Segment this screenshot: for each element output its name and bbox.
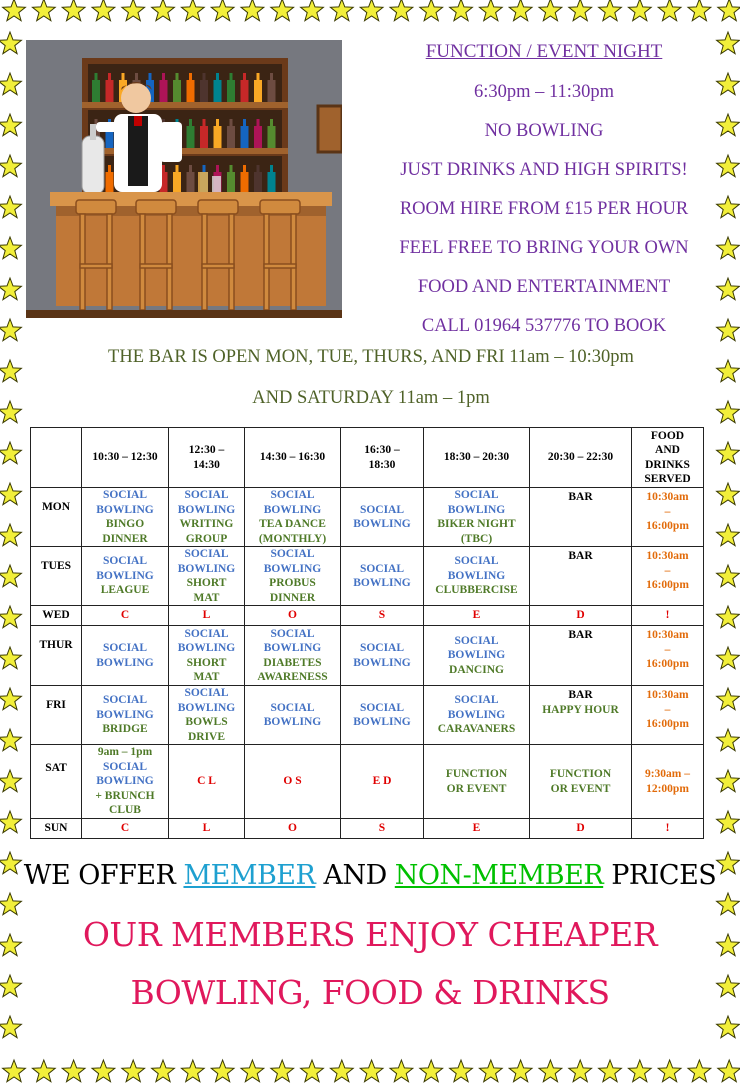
star-icon <box>0 360 21 382</box>
star-icon <box>152 1060 175 1082</box>
activity-social-bowling: SOCIAL BOWLING <box>177 489 236 516</box>
star-icon <box>658 1060 681 1082</box>
header-slot-2: 12:30 – 14:30 <box>169 428 245 488</box>
star-icon <box>0 237 21 259</box>
star-icon <box>450 0 473 21</box>
star-icon <box>420 0 443 21</box>
schedule-cell <box>424 626 530 686</box>
members-promo-line-2: BOWLING, FOOD & DRINKS <box>130 973 610 1012</box>
star-icon <box>0 196 21 218</box>
schedule-cell <box>530 488 632 547</box>
activity-label: CLUBBERCISE <box>435 584 518 597</box>
schedule-row-thur <box>31 626 704 686</box>
star-icon <box>390 0 413 21</box>
activity-label: PROBUS DINNER <box>269 577 316 604</box>
activity-social-bowling: SOCIAL BOWLING <box>177 627 236 654</box>
star-icon <box>717 893 740 915</box>
star-icon <box>718 0 740 21</box>
star-icon <box>569 1060 592 1082</box>
star-icon <box>301 0 324 21</box>
schedule-row-fri <box>31 686 704 745</box>
food-drinks-hours: 10:30am – 16:00pm <box>646 629 689 670</box>
member-prices-link[interactable]: MEMBER <box>183 860 316 891</box>
activity-social-bowling: SOCIAL BOWLING <box>263 701 322 728</box>
star-icon <box>3 0 26 21</box>
header-slot-4: 16:30 – 18:30 <box>341 428 424 488</box>
closed-letter: ! <box>632 819 704 839</box>
activity-social-bowling: SOCIAL BOWLING <box>263 548 322 575</box>
food-drinks-hours: 10:30am – 16:00pm <box>646 689 689 730</box>
star-icon <box>0 401 21 423</box>
star-icon <box>628 1060 651 1082</box>
activity-label: BRIDGE <box>102 723 148 736</box>
star-icon <box>717 524 740 546</box>
schedule-cell <box>245 626 341 686</box>
schedule-cell <box>169 745 245 819</box>
bar-hours-weekday: THE BAR IS OPEN MON, TUE, THURS, AND FRI 11am – 10:30pm <box>108 347 634 367</box>
schedule-cell <box>632 488 704 547</box>
header-slot-5: 18:30 – 20:30 <box>424 428 530 488</box>
activity-label: DIABETES AWARENESS <box>257 656 328 683</box>
star-icon <box>0 729 21 751</box>
day-label: MON <box>31 488 82 547</box>
activity-label: FUNCTION OR EVENT <box>549 768 612 795</box>
star-icon <box>62 1060 85 1082</box>
schedule-cell <box>82 745 169 819</box>
schedule-cell <box>341 626 424 686</box>
activity-label: TEA DANCE (MONTHLY) <box>258 518 327 545</box>
event-hours: 6:30pm – 11:30pm <box>473 82 615 102</box>
star-icon <box>0 319 21 341</box>
event-bring-own: FEEL FREE TO BRING YOUR OWN <box>399 238 689 258</box>
closed-letters: E D <box>372 775 392 788</box>
day-label: WED <box>31 606 82 626</box>
activity-label: BOWLS DRIVE <box>185 716 228 743</box>
closed-letter: O <box>245 606 341 626</box>
schedule-cell <box>530 745 632 819</box>
star-icon <box>122 0 145 21</box>
schedule-cell <box>245 745 341 819</box>
bartender-illustration <box>26 40 342 318</box>
schedule-cell <box>82 547 169 606</box>
schedule-cell <box>341 488 424 547</box>
schedule-cell <box>632 745 704 819</box>
event-title: FUNCTION / EVENT NIGHT <box>425 41 663 62</box>
star-icon <box>0 155 21 177</box>
event-food-entertainment: FOOD AND ENTERTAINMENT <box>417 277 671 297</box>
star-icon <box>688 1060 711 1082</box>
closed-letter: L <box>169 819 245 839</box>
star-icon <box>628 0 651 21</box>
star-icon <box>479 0 502 21</box>
closed-letter: L <box>169 606 245 626</box>
star-icon <box>658 0 681 21</box>
schedule-cell <box>82 686 169 745</box>
star-icon <box>0 893 21 915</box>
star-icon <box>360 0 383 21</box>
star-icon <box>211 0 234 21</box>
star-icon <box>181 1060 204 1082</box>
activity-social-bowling: SOCIAL BOWLING <box>96 555 154 582</box>
star-icon <box>0 32 21 54</box>
star-icon <box>0 565 21 587</box>
non-member-prices-link[interactable]: NON-MEMBER <box>394 860 604 891</box>
activity-label: SHORT MAT <box>186 577 227 604</box>
star-icon <box>360 1060 383 1082</box>
schedule-row-sat <box>31 745 704 819</box>
star-icon <box>0 770 21 792</box>
day-label: THUR <box>31 626 82 686</box>
activity-social-bowling: SOCIAL BOWLING <box>447 555 506 582</box>
activity-label: + BRUNCH CLUB <box>95 789 155 817</box>
schedule-cell <box>632 686 704 745</box>
activity-label: BAR <box>568 689 593 701</box>
star-icon <box>0 278 21 300</box>
closed-letter: O <box>245 819 341 839</box>
activity-social-bowling: SOCIAL BOWLING <box>96 642 154 669</box>
star-icon <box>0 73 21 95</box>
star-icon <box>717 770 740 792</box>
activity-label: SHORT MAT <box>186 656 227 683</box>
star-icon <box>211 1060 234 1082</box>
activity-social-bowling: SOCIAL BOWLING <box>263 489 322 516</box>
weekly-schedule-table <box>30 427 704 839</box>
schedule-cell <box>341 547 424 606</box>
star-icon <box>717 606 740 628</box>
activity-social-bowling: SOCIAL BOWLING <box>96 489 154 516</box>
star-icon <box>92 1060 115 1082</box>
star-icon <box>241 1060 264 1082</box>
schedule-cell <box>169 488 245 547</box>
members-promo-line-1: OUR MEMBERS ENJOY CHEAPER <box>82 915 658 954</box>
schedule-header-row <box>31 428 704 488</box>
header-slot-1: 10:30 – 12:30 <box>82 428 169 488</box>
closed-letters: O S <box>283 775 302 788</box>
schedule-cell <box>341 686 424 745</box>
star-icon <box>0 524 21 546</box>
day-label: SUN <box>31 819 82 839</box>
star-icon <box>181 0 204 21</box>
star-icon <box>717 647 740 669</box>
star-icon <box>569 0 592 21</box>
bar-hours-saturday: AND SATURDAY 11am – 1pm <box>252 388 490 408</box>
header-slot-7: FOOD AND DRINKS SERVED <box>632 428 704 488</box>
schedule-cell <box>424 488 530 547</box>
star-icon <box>717 483 740 505</box>
activity-social-bowling: SOCIAL BOWLING <box>447 489 506 516</box>
offer-suffix: PRICES <box>603 860 717 891</box>
activity-label: CARAVANERS <box>437 723 516 736</box>
activity-social-bowling: SOCIAL BOWLING <box>353 642 411 669</box>
star-icon <box>271 0 294 21</box>
activity-social-bowling: SOCIAL BOWLING <box>177 548 236 575</box>
star-icon <box>0 1016 21 1038</box>
closed-letter: C <box>82 819 169 839</box>
star-icon <box>717 360 740 382</box>
star-icon <box>0 811 21 833</box>
schedule-cell <box>245 547 341 606</box>
star-icon <box>717 811 740 833</box>
star-icon <box>0 688 21 710</box>
schedule-row-tues <box>31 547 704 606</box>
star-icon <box>717 442 740 464</box>
star-icon <box>479 1060 502 1082</box>
schedule-row-sun <box>31 819 704 839</box>
star-icon <box>330 1060 353 1082</box>
activity-social-bowling: SOCIAL BOWLING <box>177 687 236 714</box>
star-icon <box>241 0 264 21</box>
activity-label: BIKER NIGHT (TBC) <box>437 518 516 545</box>
star-icon <box>32 1060 55 1082</box>
schedule-cell <box>424 686 530 745</box>
schedule-row-mon <box>31 488 704 547</box>
star-icon <box>688 0 711 21</box>
star-icon <box>717 688 740 710</box>
schedule-cell <box>245 488 341 547</box>
activity-social-bowling: SOCIAL BOWLING <box>96 760 154 788</box>
schedule-cell <box>424 547 530 606</box>
star-icon <box>717 1016 740 1038</box>
activity-social-bowling: SOCIAL BOWLING <box>353 562 411 589</box>
star-icon <box>539 1060 562 1082</box>
star-icon <box>3 1060 26 1082</box>
schedule-cell <box>632 626 704 686</box>
food-drinks-hours: 9:30am – 12:00pm <box>644 768 691 795</box>
schedule-cell <box>245 686 341 745</box>
star-icon <box>450 1060 473 1082</box>
star-icon <box>62 0 85 21</box>
closed-letter: E <box>424 819 530 839</box>
activity-social-bowling: SOCIAL BOWLING <box>263 627 322 654</box>
star-icon <box>0 114 21 136</box>
activity-social-bowling: SOCIAL BOWLING <box>353 503 411 530</box>
schedule-row-wed <box>31 606 704 626</box>
closed-letter: C <box>82 606 169 626</box>
activity-label: BAR <box>568 491 593 503</box>
activity-label: WRITING GROUP <box>179 518 234 545</box>
star-icon <box>390 1060 413 1082</box>
star-icon <box>152 0 175 21</box>
schedule-cell <box>169 547 245 606</box>
schedule-cell <box>169 686 245 745</box>
activity-label: DANCING <box>449 663 504 676</box>
activity-label: HAPPY HOUR <box>542 703 619 716</box>
activity-label: BAR <box>568 629 593 641</box>
offer-conjunction: AND <box>315 860 395 891</box>
closed-letter: S <box>341 819 424 839</box>
event-night-info <box>360 38 728 351</box>
star-icon <box>539 0 562 21</box>
schedule-cell <box>82 488 169 547</box>
food-drinks-hours: 10:30am – 16:00pm <box>646 491 689 532</box>
schedule-cell <box>341 745 424 819</box>
star-icon <box>599 0 622 21</box>
star-icon <box>0 442 21 464</box>
star-icon <box>509 0 532 21</box>
star-icon <box>271 1060 294 1082</box>
closed-letter: E <box>424 606 530 626</box>
closed-letter: D <box>530 819 632 839</box>
schedule-cell <box>169 626 245 686</box>
star-icon <box>717 565 740 587</box>
activity-label: BAR <box>568 550 593 562</box>
closed-letter: ! <box>632 606 704 626</box>
activity-social-bowling: SOCIAL BOWLING <box>447 634 506 662</box>
activity-social-bowling: SOCIAL BOWLING <box>96 694 154 721</box>
closed-letter: D <box>530 606 632 626</box>
event-drinks: JUST DRINKS AND HIGH SPIRITS! <box>400 160 688 180</box>
food-drinks-hours: 10:30am – 16:00pm <box>646 550 689 591</box>
star-icon <box>717 729 740 751</box>
activity-label: FUNCTION OR EVENT <box>445 768 508 795</box>
schedule-cell <box>424 745 530 819</box>
activity-social-bowling: SOCIAL BOWLING <box>353 701 411 728</box>
pricing-offer <box>0 860 740 891</box>
schedule-cell <box>530 686 632 745</box>
schedule-cell <box>82 626 169 686</box>
star-icon <box>717 401 740 423</box>
star-icon <box>0 647 21 669</box>
day-label: FRI <box>31 686 82 745</box>
star-icon <box>509 1060 532 1082</box>
star-icon <box>420 1060 443 1082</box>
star-icon <box>599 1060 622 1082</box>
header-slot-3: 14:30 – 16:30 <box>245 428 341 488</box>
activity-social-bowling: SOCIAL BOWLING <box>447 694 506 721</box>
day-label: SAT <box>31 745 82 819</box>
star-icon <box>32 0 55 21</box>
star-icon <box>718 1060 740 1082</box>
event-no-bowling: NO BOWLING <box>484 121 604 141</box>
closed-letters: C L <box>197 775 216 788</box>
offer-prefix: WE OFFER <box>23 860 184 891</box>
star-icon <box>330 0 353 21</box>
schedule-cell <box>530 626 632 686</box>
star-icon <box>301 1060 324 1082</box>
star-icon <box>0 606 21 628</box>
activity-label: 9am – 1pm <box>97 746 153 759</box>
header-slot-6: 20:30 – 22:30 <box>530 428 632 488</box>
schedule-cell <box>530 547 632 606</box>
star-icon <box>122 1060 145 1082</box>
closed-letter: S <box>341 606 424 626</box>
day-label: TUES <box>31 547 82 606</box>
schedule-cell <box>632 547 704 606</box>
activity-label: BINGO DINNER <box>102 518 148 545</box>
event-room-hire: ROOM HIRE FROM £15 PER HOUR <box>399 199 689 219</box>
star-icon <box>92 0 115 21</box>
event-call-to-book: CALL 01964 537776 TO BOOK <box>421 316 667 336</box>
header-day-column <box>31 428 82 488</box>
star-icon <box>0 483 21 505</box>
activity-label: LEAGUE <box>100 584 150 597</box>
